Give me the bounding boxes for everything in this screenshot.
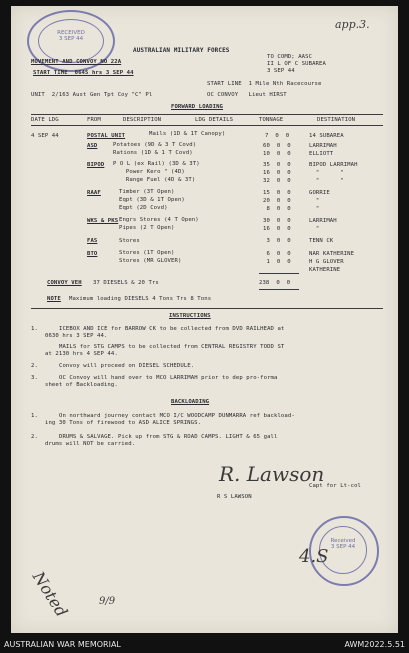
tonnage-total: 238 0 0 bbox=[259, 280, 291, 286]
row-destination: TENN CK bbox=[309, 238, 334, 244]
row-description: Rations (1D & 1 T Covd) bbox=[113, 150, 193, 156]
row-destination: NAR KATHERINE bbox=[309, 251, 355, 257]
row-destination: BIPOD LARRIMAH bbox=[309, 162, 358, 168]
row-tonnage: 7 0 0 bbox=[265, 133, 290, 139]
row-description: Eqpt (3D & 1T Open) bbox=[119, 197, 185, 203]
convoy-veh-label: CONVOY VEH bbox=[47, 280, 82, 286]
instruction-line: OC Convoy will hand over to MCO LARRIMAH prior to dep pro-forma bbox=[59, 375, 278, 381]
recipient-line-1: TO COMD; AASC bbox=[267, 54, 313, 60]
row-date: 4 SEP 44 bbox=[31, 133, 59, 139]
instruction-line: sheet of Backloading. bbox=[45, 382, 118, 388]
backloading-number: 2. bbox=[31, 434, 38, 440]
row-tonnage: 16 0 0 bbox=[263, 170, 291, 176]
col-header-tonnage: TONNAGE bbox=[259, 117, 284, 123]
tonnage-total-rule bbox=[259, 273, 299, 274]
row-description: Eqpt (2D Covd) bbox=[119, 205, 168, 211]
instruction-number: 3. bbox=[31, 375, 38, 381]
col-header-ldg-details: LDG DETAILS bbox=[195, 117, 234, 123]
row-tonnage: 10 0 0 bbox=[263, 151, 291, 157]
backloading-heading: BACKLOADING bbox=[171, 399, 210, 405]
row-destination: " " bbox=[309, 170, 344, 176]
instructions-heading: INSTRUCTIONS bbox=[169, 313, 211, 319]
handwritten-note-date: 9/9 bbox=[99, 596, 116, 607]
col-header-description: DESCRIPTION bbox=[123, 117, 162, 123]
forward-loading-heading: FORWARD LOADING bbox=[171, 104, 224, 110]
row-description: Potatoes (9D & 3 T Covd) bbox=[113, 142, 197, 148]
signature-title: Capt for Lt-col bbox=[309, 483, 362, 489]
tonnage-total-rule-bottom bbox=[259, 289, 299, 290]
instruction-number: 2. bbox=[31, 363, 38, 369]
row-from: POSTAL UNIT bbox=[87, 133, 126, 139]
instruction-line: Convoy will proceed on DIESEL SCHEDULE. bbox=[59, 363, 195, 369]
row-destination: LARRIMAH bbox=[309, 218, 337, 224]
document-title: AUSTRALIAN MILITARY FORCES bbox=[133, 47, 230, 54]
footer-accession-number: AWM2022.5.51 bbox=[344, 640, 405, 649]
row-destination: 14 SUBAREA bbox=[309, 133, 344, 139]
row-description: P O L (ex Rail) (3D & 3T) bbox=[113, 161, 200, 167]
archive-footer bbox=[0, 636, 409, 653]
row-from: BTO bbox=[87, 251, 98, 257]
row-tonnage: 35 0 0 bbox=[263, 162, 291, 168]
row-tonnage: 20 0 0 bbox=[263, 198, 291, 204]
col-header-destination: DESTINATION bbox=[317, 117, 356, 123]
row-tonnage: 8 0 0 bbox=[263, 206, 291, 212]
row-from: ASD bbox=[87, 143, 98, 149]
row-tonnage: 1 0 0 bbox=[263, 259, 291, 265]
row-destination: LARRIMAH bbox=[309, 143, 337, 149]
row-destination: H G GLOVER bbox=[309, 259, 344, 265]
document-page bbox=[11, 6, 398, 633]
row-destination: " bbox=[309, 198, 320, 204]
col-header-date: DATE LDG bbox=[31, 117, 59, 123]
footer-institution: AUSTRALIAN WAR MEMORIAL bbox=[4, 640, 121, 649]
backloading-line: drums will NOT be carried. bbox=[45, 441, 136, 447]
unit-line: UNIT 2/163 Aust Gen Tpt Coy "C" Pl bbox=[31, 92, 153, 98]
row-destination: KATHERINE bbox=[309, 267, 341, 273]
row-destination: GORRIE bbox=[309, 190, 330, 196]
row-destination: " " bbox=[309, 178, 344, 184]
row-description: Stores (MR GLOVER) bbox=[119, 258, 182, 264]
row-tonnage: 6 0 0 bbox=[263, 251, 291, 257]
app-reference: app.3. bbox=[335, 18, 370, 31]
table-rule-header bbox=[31, 125, 383, 126]
row-description: Stores bbox=[119, 238, 140, 244]
row-from: RAAF bbox=[87, 190, 101, 196]
row-tonnage: 3 0 0 bbox=[263, 238, 291, 244]
row-destination: " bbox=[309, 206, 320, 212]
row-description: Engrs Stores (4 T Open) bbox=[119, 217, 199, 223]
backloading-line: ing 30 Tons of firewood to ASD ALICE SPRINGS. bbox=[45, 420, 202, 426]
row-from: FAS bbox=[87, 238, 98, 244]
note-label: NOTE bbox=[47, 296, 61, 302]
row-destination: ELLIOTT bbox=[309, 151, 334, 157]
instruction-line: MAILS for STG CAMPS to be collected from CENTRAL REGISTRY TODD ST bbox=[59, 344, 285, 350]
row-tonnage: 60 0 0 bbox=[263, 143, 291, 149]
section-rule bbox=[31, 308, 383, 309]
handwritten-signature: R. Lawson bbox=[219, 462, 325, 486]
movement-convoy-number: MOVEMENT AND CONVOY NO 22A bbox=[31, 59, 122, 65]
document-date: 3 SEP 44 bbox=[267, 68, 295, 74]
row-from: WKS & PKS bbox=[87, 218, 119, 224]
row-description: Range Fuel (4D & 3T) bbox=[119, 177, 196, 183]
start-line: START LINE 1 Mile Nth Racecourse bbox=[207, 81, 322, 87]
backloading-line: On northward journey contact MCO I/C WOODCAMP DUNMARRA ref backload- bbox=[59, 413, 295, 419]
signature-name: R S LAWSON bbox=[217, 494, 252, 500]
note-text: Maximum loading DIESELS 4 Tons Trs 8 Tons bbox=[69, 296, 212, 302]
row-destination: " bbox=[309, 226, 320, 232]
instruction-number: 1. bbox=[31, 326, 38, 332]
instruction-line: ICEBOX AND ICE for BARROW CK to be collected from DVD RAILHEAD at bbox=[59, 326, 285, 332]
handwritten-initials: 4.S bbox=[299, 546, 329, 567]
row-description: Mails (1D & 1T Canopy) bbox=[149, 131, 226, 137]
row-description: Pipes (2 T Open) bbox=[119, 225, 175, 231]
row-from: BIPOD bbox=[87, 162, 105, 168]
row-tonnage: 30 0 0 bbox=[263, 218, 291, 224]
stamp-bottom-text: Received 3 SEP 44 bbox=[330, 538, 356, 550]
instruction-line: 0630 hrs 3 SEP 44. bbox=[45, 333, 108, 339]
row-tonnage: 32 0 0 bbox=[263, 178, 291, 184]
row-description: Power Kero " (4D) bbox=[119, 169, 185, 175]
handwritten-note: Noted bbox=[28, 568, 72, 621]
row-description: Stores (1T Open) bbox=[119, 250, 175, 256]
start-time: START TIME 0645 hrs 3 SEP 44 bbox=[33, 70, 134, 76]
backloading-line: DRUMS & SALVAGE. Pick up from STG & ROAD CAMPS. LIGHT & 65 gall bbox=[59, 434, 278, 440]
col-header-from: FROM bbox=[87, 117, 101, 123]
row-tonnage: 15 0 0 bbox=[263, 190, 291, 196]
recipient-line-2: II L OF C SUBAREA bbox=[267, 61, 326, 67]
instruction-line: at 2130 hrs 4 SEP 44. bbox=[45, 351, 118, 357]
stamp-top-text: RECEIVED 3 SEP 44 bbox=[57, 30, 85, 42]
backloading-number: 1. bbox=[31, 413, 38, 419]
row-description: Timber (3T Open) bbox=[119, 189, 175, 195]
table-rule-top bbox=[31, 114, 383, 115]
row-tonnage: 16 0 0 bbox=[263, 226, 291, 232]
convoy-veh-value: 37 DIESELS & 20 Trs bbox=[93, 280, 159, 286]
oc-convoy: OC CONVOY Lieut HIRST bbox=[207, 92, 287, 98]
